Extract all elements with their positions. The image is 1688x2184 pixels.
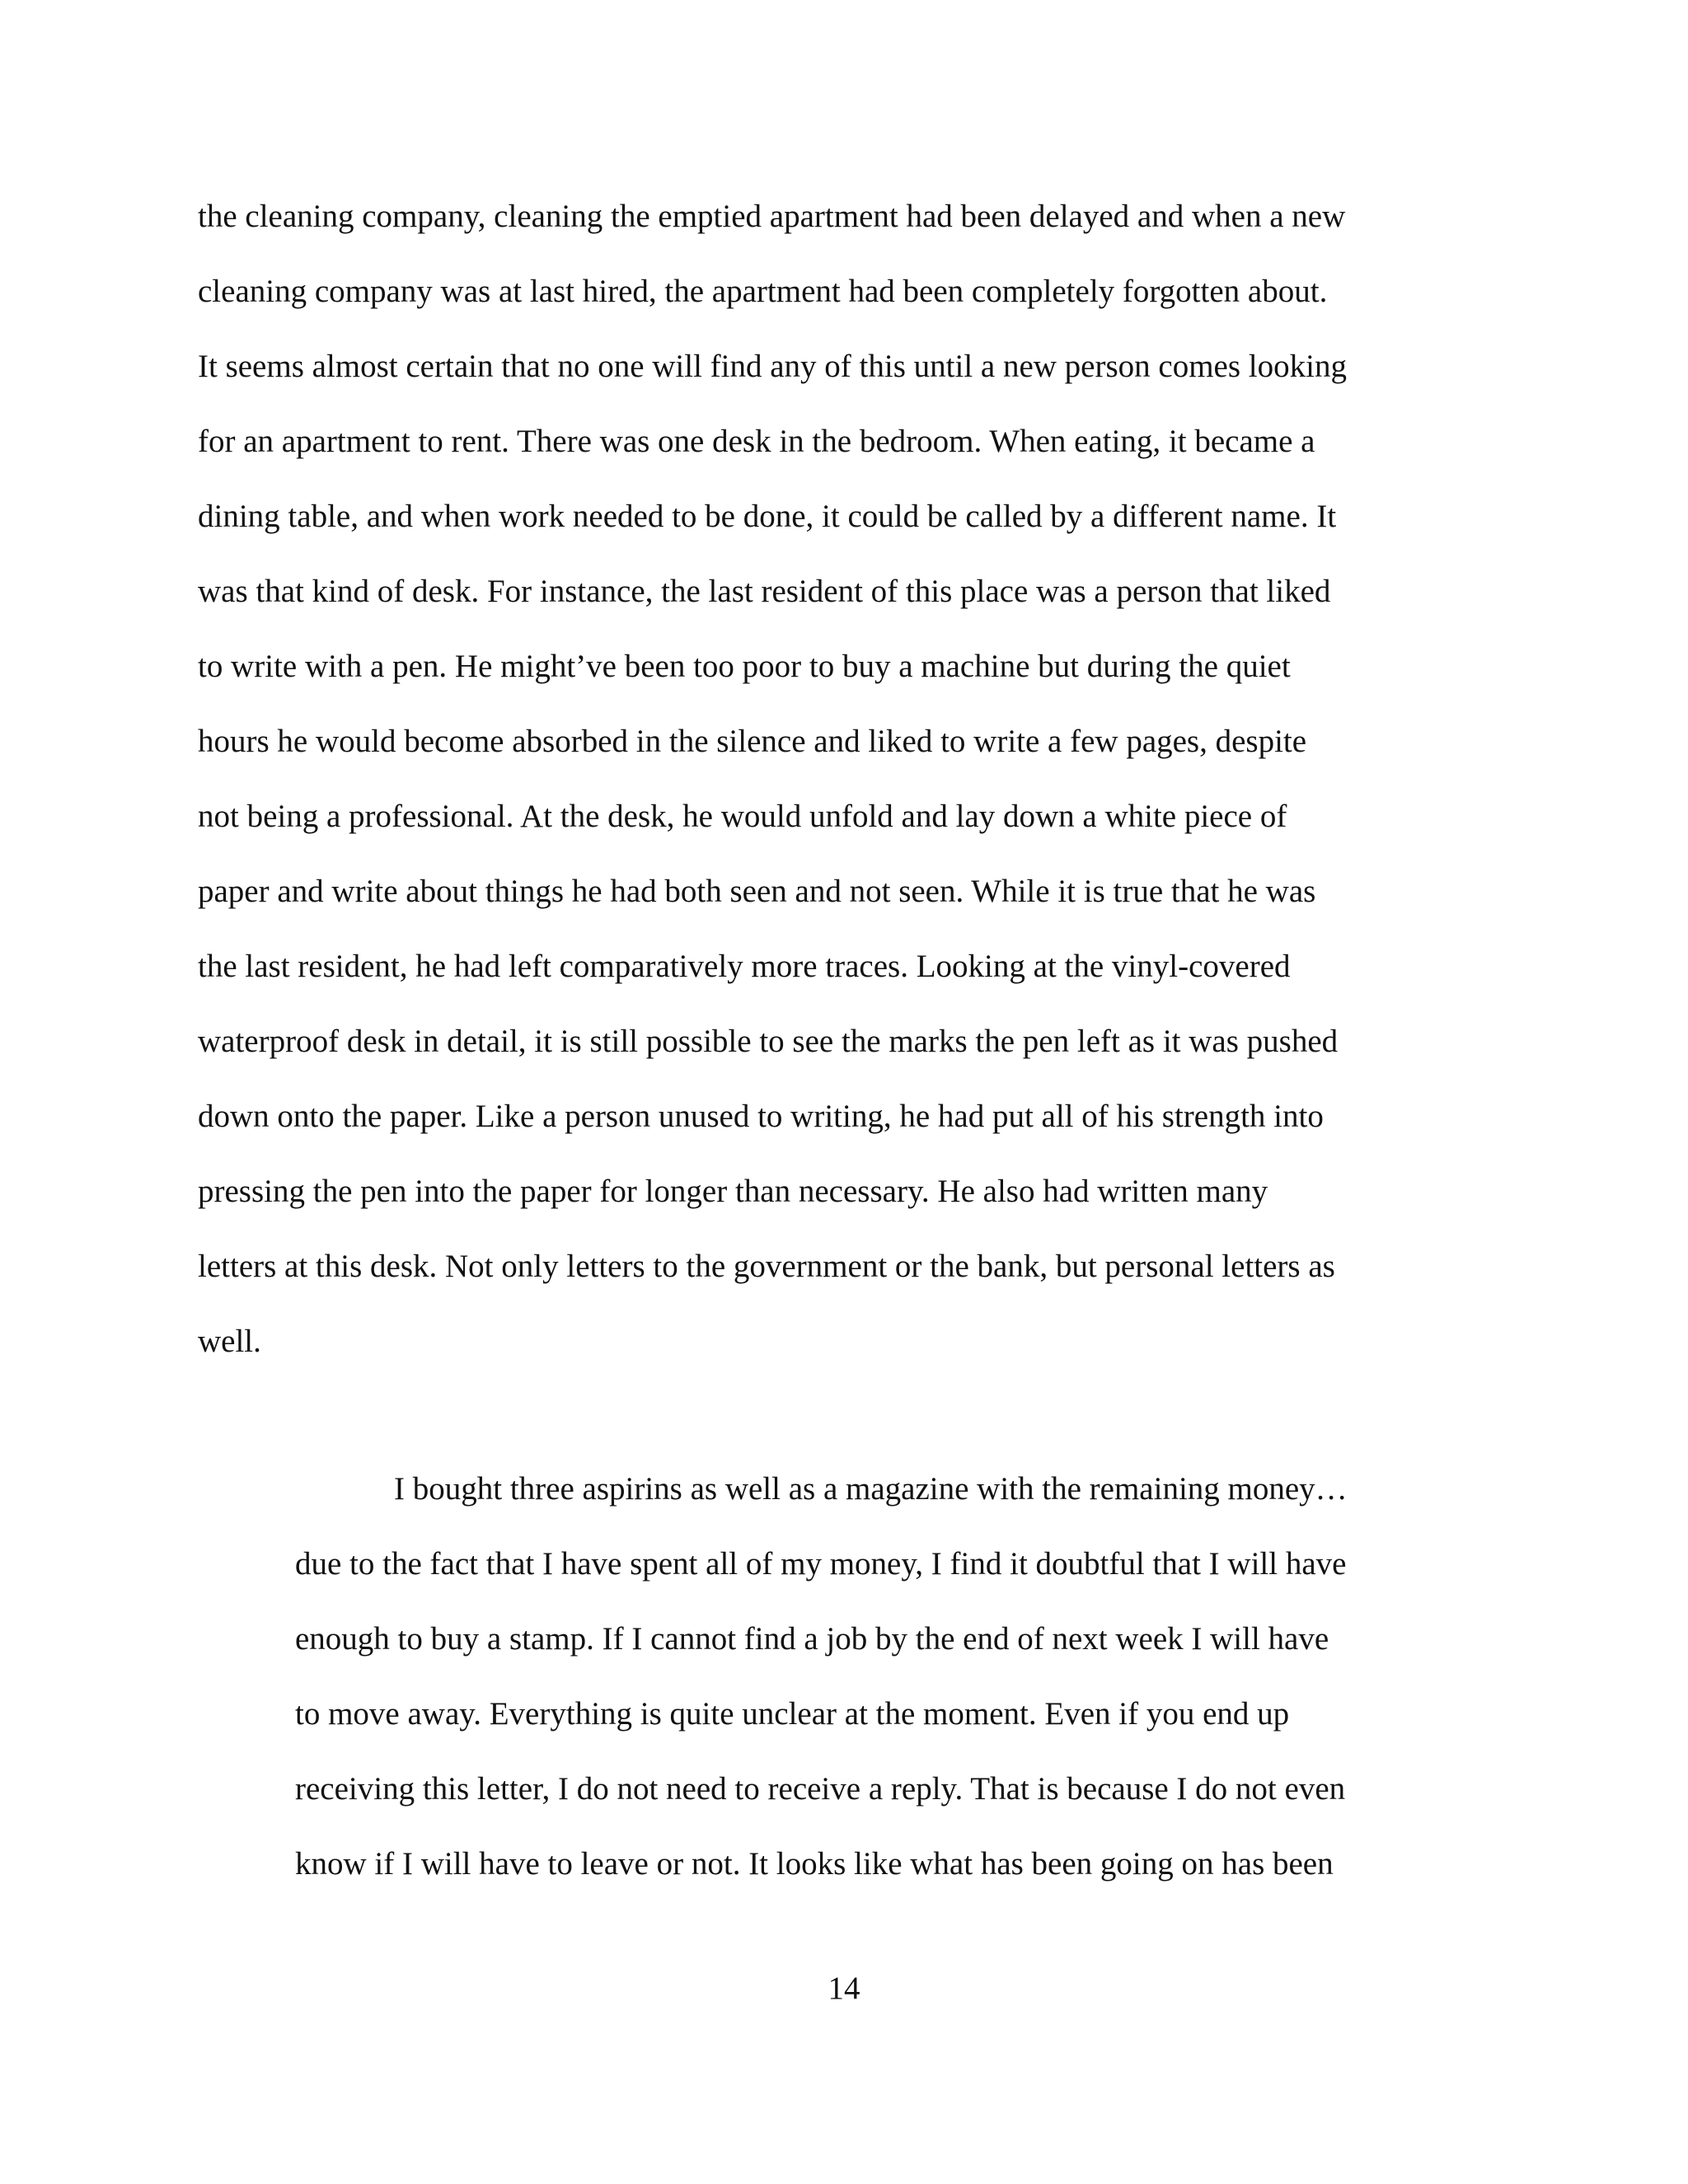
body-line: was that kind of desk. For instance, the last resident of this place was a person that liked bbox=[198, 574, 1331, 609]
body-line: the last resident, he had left comparatively more traces. Looking at the vinyl-covered bbox=[198, 949, 1291, 984]
body-line: not being a professional. At the desk, he would unfold and lay down a white piece of bbox=[198, 799, 1287, 834]
quote-line: due to the fact that I have spent all of my money, I find it doubtful that I will have bbox=[295, 1546, 1347, 1582]
body-line: It seems almost certain that no one will find any of this until a new person comes looking bbox=[198, 349, 1347, 384]
quote-line: know if I will have to leave or not. It looks like what has been going on has been bbox=[295, 1846, 1334, 1882]
body-line: paper and write about things he had both seen and not seen. While it is true that he was bbox=[198, 874, 1316, 909]
quote-line: to move away. Everything is quite unclear at the moment. Even if you end up bbox=[295, 1696, 1290, 1732]
body-line: letters at this desk. Not only letters to the government or the bank, but personal letters as bbox=[198, 1249, 1335, 1284]
body-line: the cleaning company, cleaning the emptied apartment had been delayed and when a new bbox=[198, 199, 1346, 234]
body-line: cleaning company was at last hired, the apartment had been completely forgotten about. bbox=[198, 274, 1328, 309]
quote-line: receiving this letter, I do not need to receive a reply. That is because I do not even bbox=[295, 1771, 1346, 1807]
body-line: waterproof desk in detail, it is still possible to see the marks the pen left as it was pushed bbox=[198, 1024, 1339, 1059]
body-line: well. bbox=[198, 1324, 261, 1359]
body-line: down onto the paper. Like a person unused to writing, he had put all of his strength into bbox=[198, 1099, 1324, 1134]
body-line: hours he would become absorbed in the silence and liked to write a few pages, despite bbox=[198, 724, 1307, 759]
quote-line: I bought three aspirins as well as a magazine with the remaining money… bbox=[394, 1471, 1348, 1507]
quote-line: enough to buy a stamp. If I cannot find a job by the end of next week I will have bbox=[295, 1621, 1329, 1657]
body-line: dining table, and when work needed to be done, it could be called by a different name. It bbox=[198, 499, 1337, 534]
body-line: to write with a pen. He might’ve been too poor to buy a machine but during the quiet bbox=[198, 649, 1291, 684]
body-line: for an apartment to rent. There was one desk in the bedroom. When eating, it became a bbox=[198, 424, 1315, 459]
page-number: 14 bbox=[828, 1971, 860, 2006]
body-line: pressing the pen into the paper for longer than necessary. He also had written many bbox=[198, 1174, 1268, 1209]
